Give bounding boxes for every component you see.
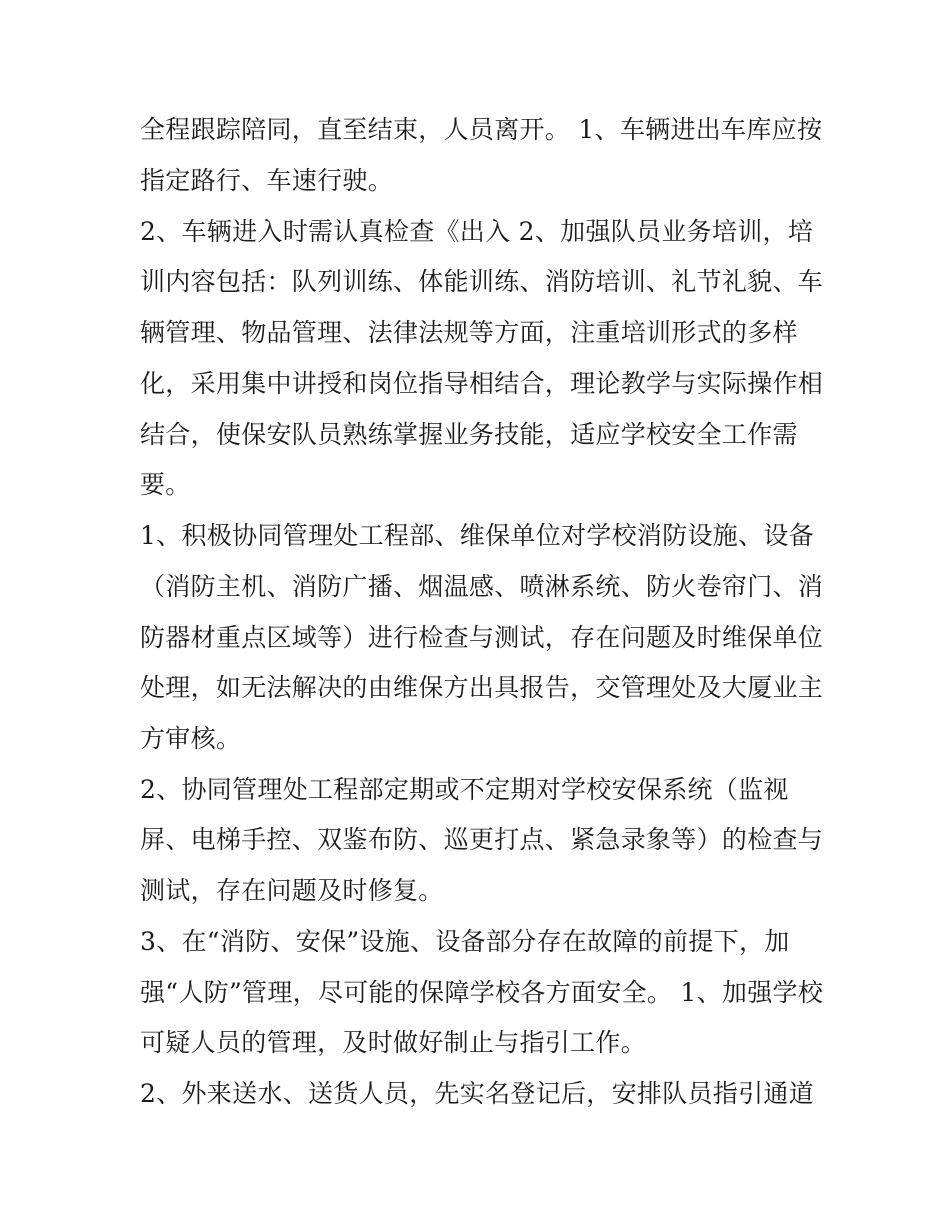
text-line: 训内容包括：队列训练、体能训练、消防培训、礼节礼貌、车 [140,267,824,296]
text-line: 屏、电梯手控、双鉴布防、巡更打点、紧急录象等）的检查与 [140,825,824,854]
text-line: 1、积极协同管理处工程部、维保单位对学校消防设施、设备 [140,521,815,550]
text-line: 可疑人员的管理，及时做好制止与指引工作。 [140,1028,647,1057]
text-line: 2、外来送水、送货人员，先实名登记后，安排队员指引通道 [140,1079,815,1108]
text-line: 3、在“消防、安保”设施、设备部分存在故障的前提下，加 [140,927,790,956]
text-line: 强“人防”管理，尽可能的保障学校各方面安全。 1、加强学校 [140,978,824,1007]
text-line: 方审核。 [140,724,242,753]
text-line: 防器材重点区域等）进行检查与测试，存在问题及时维保单位 [140,623,824,652]
text-line: 化，采用集中讲授和岗位指导相结合，理论教学与实际操作相 [140,369,824,398]
text-line: 处理，如无法解决的由维保方出具报告，交管理处及大厦业主 [140,673,824,702]
text-line: 要。 [140,470,191,499]
text-line: 辆管理、物品管理、法律法规等方面，注重培训形式的多样 [140,318,798,347]
text-line: 结合，使保安队员熟练掌握业务技能，适应学校安全工作需 [140,420,798,449]
text-line: 全程跟踪陪同，直至结束，人员离开。 1、车辆进出车库应按 [140,115,823,144]
text-line: 2、车辆进入时需认真检查《出入 2、加强队员业务培训，培 [140,217,814,246]
text-line: 指定路行、车速行驶。 [140,166,394,195]
text-line: 测试，存在问题及时修复。 [140,876,444,905]
text-line: 2、协同管理处工程部定期或不定期对学校安保系统（监视 [140,775,789,804]
text-line: （消防主机、消防广播、烟温感、喷淋系统、防火卷帘门、消 [140,572,824,601]
